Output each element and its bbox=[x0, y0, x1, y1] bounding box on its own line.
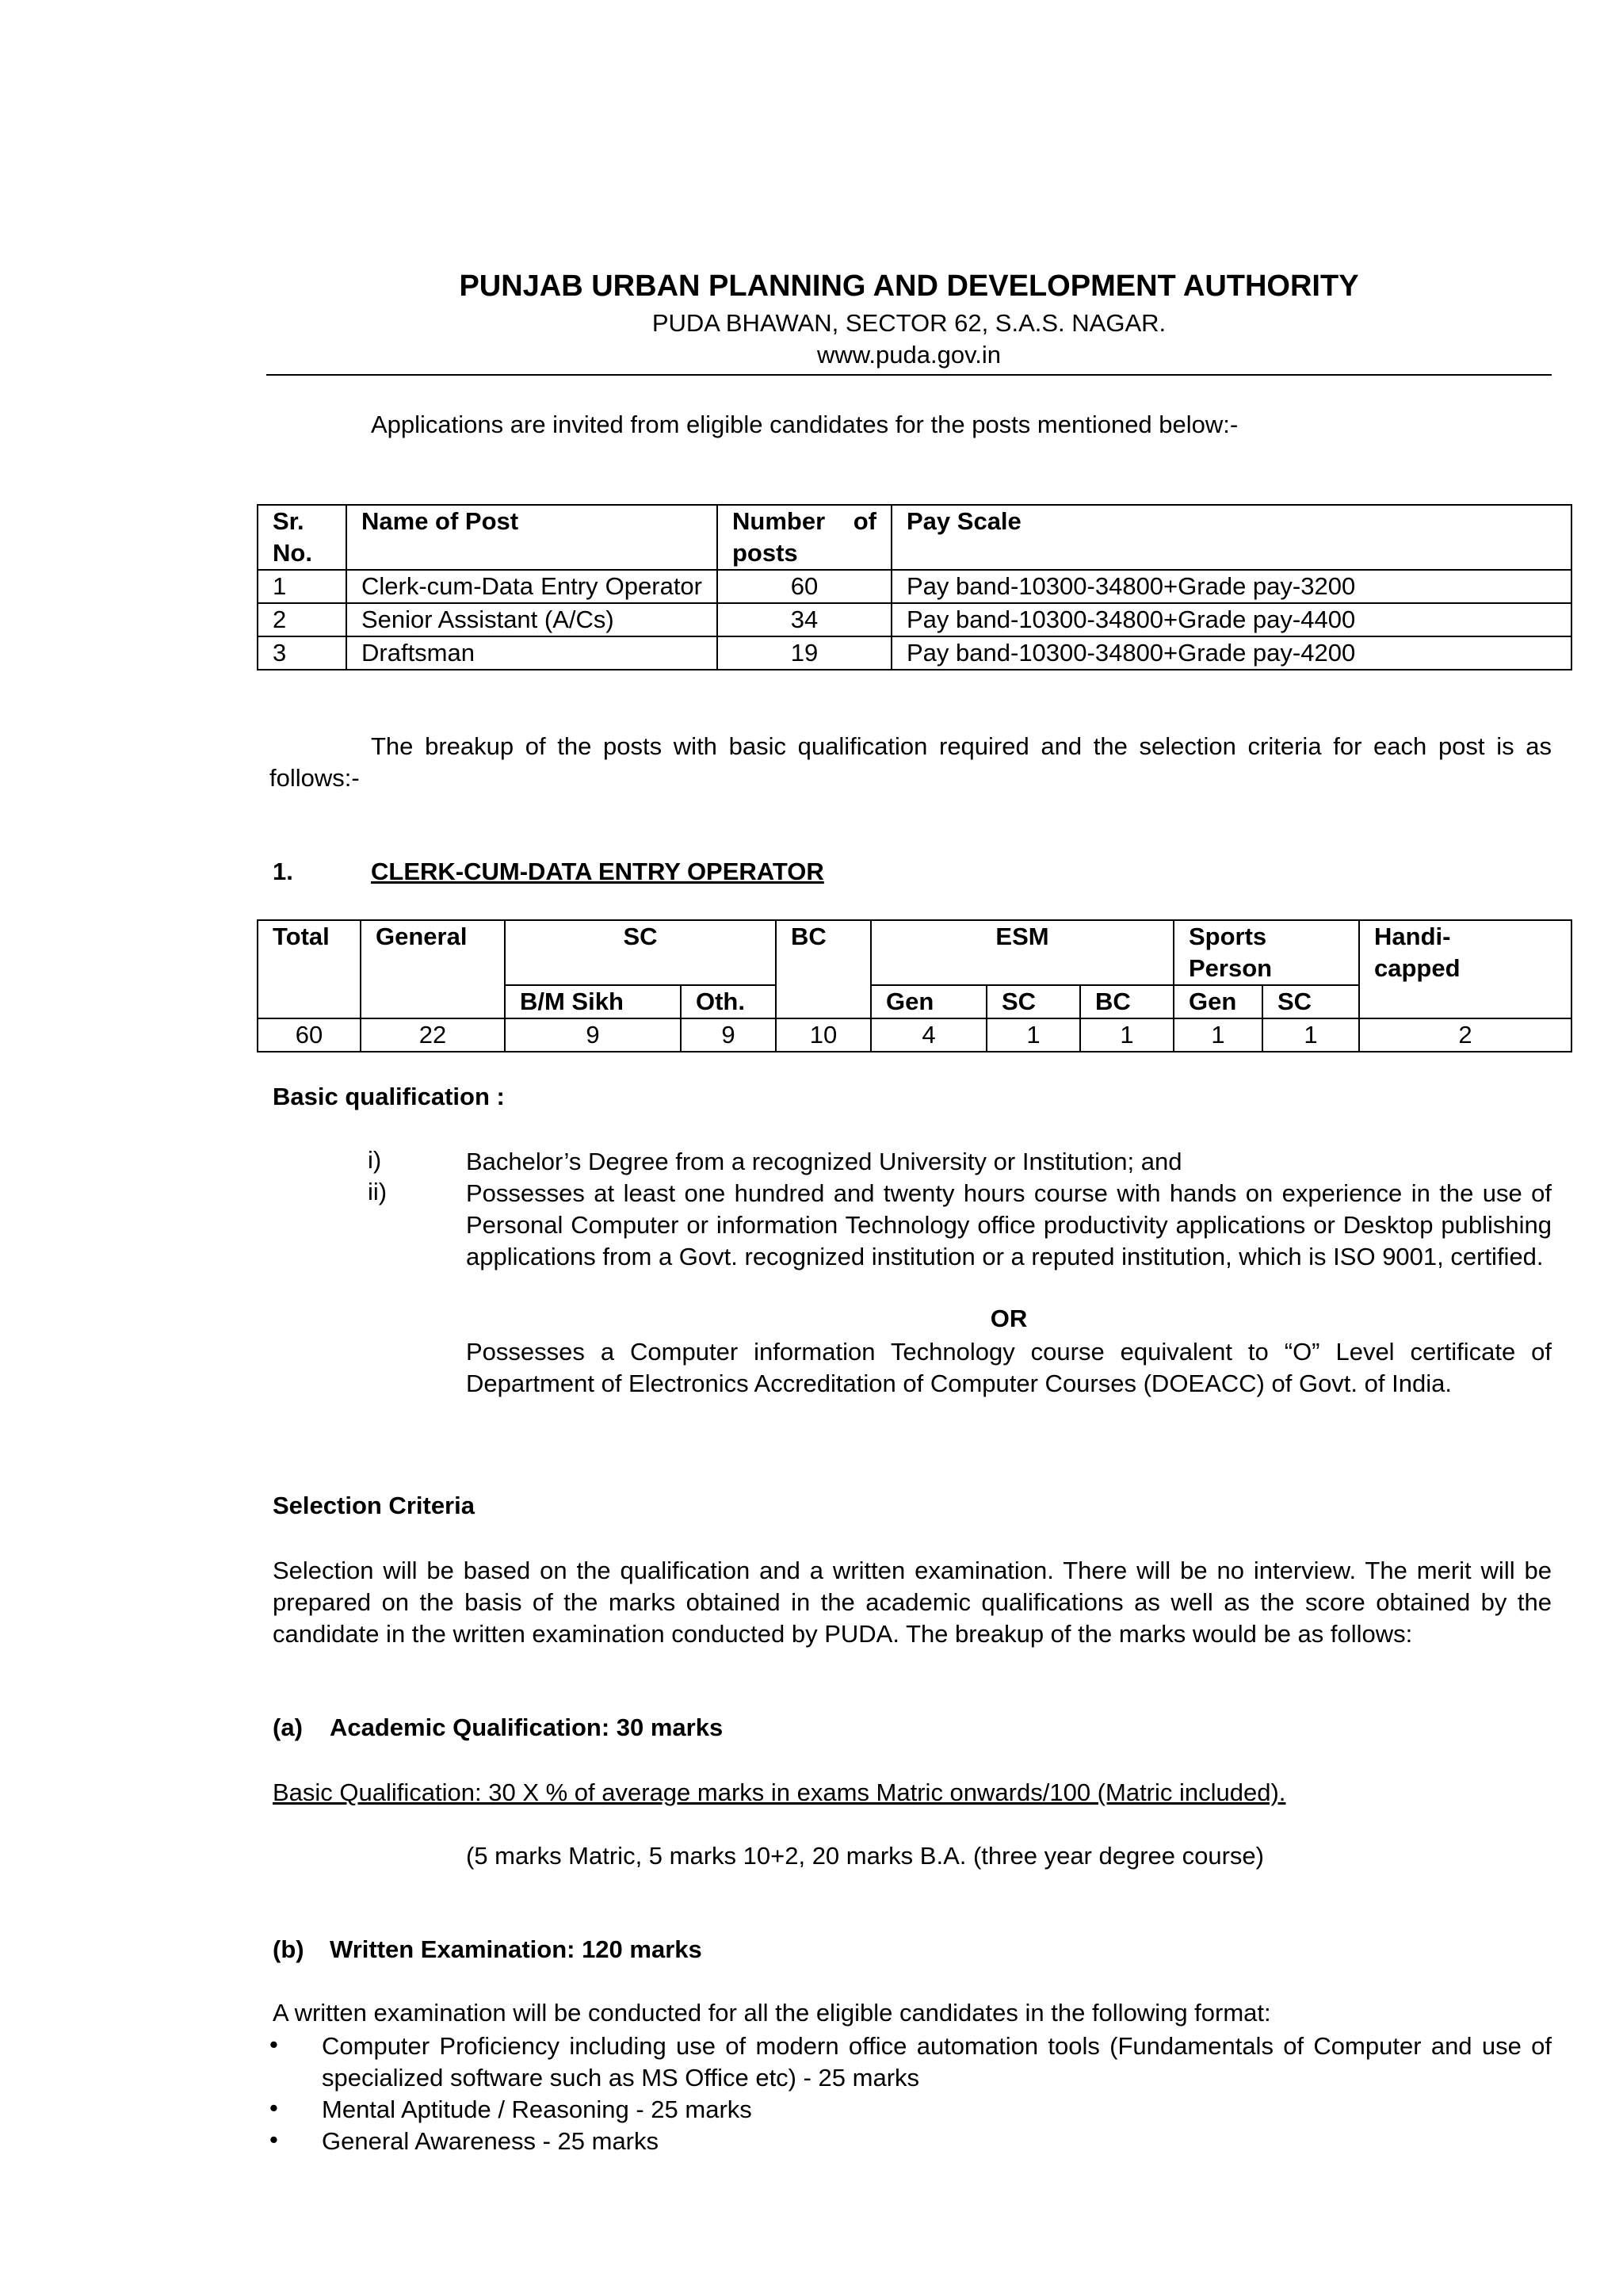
list-item: General Awareness - 25 marks bbox=[322, 2127, 659, 2155]
val-general: 22 bbox=[361, 1018, 505, 1052]
val-bm-sikh: 9 bbox=[505, 1018, 681, 1052]
bullet-icon: • bbox=[269, 2126, 278, 2153]
posts-table bbox=[257, 504, 1572, 670]
cell-sr: 3 bbox=[258, 636, 346, 670]
cell-sr: 2 bbox=[258, 603, 346, 636]
academic-formula: Basic Qualification: 30 X % of average marks in exams Matric onwards/100 (Matric included). bbox=[273, 1778, 1286, 1806]
qualification-marker-2: ii) bbox=[368, 1178, 388, 1205]
header-sr: Sr. No. bbox=[258, 505, 346, 570]
table-row bbox=[258, 603, 1571, 636]
sub-bm-sikh: B/M Sikh bbox=[505, 985, 681, 1018]
breakup-text: The breakup of the posts with basic qualification required and the selection criteria for each post is as follows:- bbox=[269, 732, 1552, 792]
cell-number: 19 bbox=[717, 636, 892, 670]
section-title: CLERK-CUM-DATA ENTRY OPERATOR bbox=[371, 858, 824, 885]
or-text: Possesses a Computer information Technology course equivalent to “O” Level certificate of Department of Electronics Accreditation of Computer Courses (DOEACC) of Govt. of India. bbox=[466, 1338, 1552, 1397]
selection-text: Selection will be based on the qualification and a written examination. There will be no interview. The merit will be prepared on the basis of the marks obtained in the academic qualifications as well as the score obtained by the candidate in the written examination conducted by PUDA. The breakup of the marks would be as follows: bbox=[273, 1557, 1552, 1648]
cell-name: Draftsman bbox=[346, 636, 717, 670]
posts-table-header bbox=[258, 505, 1571, 570]
cell-pay: Pay band-10300-34800+Grade pay-4400 bbox=[892, 603, 1571, 636]
sub-sp-gen: Gen bbox=[1174, 985, 1262, 1018]
header-handicapped: Handi-capped bbox=[1359, 920, 1571, 1018]
basic-qualification-heading: Basic qualification : bbox=[273, 1083, 505, 1110]
sub-sp-sc: SC bbox=[1262, 985, 1359, 1018]
header-number: Number of posts bbox=[717, 505, 892, 570]
val-sp-sc: 1 bbox=[1262, 1018, 1359, 1052]
written-heading: Written Examination: 120 marks bbox=[330, 1935, 702, 1963]
written-label: (b) bbox=[273, 1935, 304, 1963]
sub-esm-gen: Gen bbox=[871, 985, 987, 1018]
cell-pay: Pay band-10300-34800+Grade pay-3200 bbox=[892, 570, 1571, 603]
val-bc: 10 bbox=[776, 1018, 871, 1052]
header-total: Total bbox=[258, 920, 361, 1018]
cell-name: Clerk-cum-Data Entry Operator bbox=[346, 570, 717, 603]
qualification-1: Bachelor’s Degree from a recognized University or Institution; and bbox=[466, 1148, 1182, 1175]
header-sc: SC bbox=[505, 920, 776, 985]
header-name: Name of Post bbox=[346, 505, 717, 570]
qualification-2: Possesses at least one hundred and twenty hours course with hands on experience in the use of Personal Computer or information Technology office productivity applications or Desktop publishing applications from a Govt. recognized institution or a reputed institution, which is ISO 9001, certified. bbox=[466, 1179, 1552, 1270]
qualification-marker-1: i) bbox=[368, 1146, 382, 1174]
website: www.puda.gov.in bbox=[816, 341, 1002, 369]
val-oth: 9 bbox=[681, 1018, 776, 1052]
table-row bbox=[258, 1018, 1571, 1052]
page-title: PUNJAB URBAN PLANNING AND DEVELOPMENT AUTHORITY bbox=[459, 269, 1359, 303]
section-number: 1. bbox=[273, 858, 293, 885]
sub-esm-sc: SC bbox=[987, 985, 1080, 1018]
academic-breakdown: (5 marks Matric, 5 marks 10+2, 20 marks B.A. (three year degree course) bbox=[466, 1842, 1265, 1870]
cell-number: 60 bbox=[717, 570, 892, 603]
val-esm-sc: 1 bbox=[987, 1018, 1080, 1052]
header-sports: Sports Person bbox=[1174, 920, 1359, 985]
cell-sr: 1 bbox=[258, 570, 346, 603]
list-item: Mental Aptitude / Reasoning - 25 marks bbox=[322, 2095, 752, 2123]
header-pay: Pay Scale bbox=[892, 505, 1571, 570]
val-total: 60 bbox=[258, 1018, 361, 1052]
header-bc: BC bbox=[776, 920, 871, 1018]
val-esm-gen: 4 bbox=[871, 1018, 987, 1052]
header-esm: ESM bbox=[871, 920, 1174, 985]
bullet-icon: • bbox=[269, 2030, 278, 2058]
val-sp-gen: 1 bbox=[1174, 1018, 1262, 1052]
address: PUDA BHAWAN, SECTOR 62, S.A.S. NAGAR. bbox=[651, 309, 1167, 337]
academic-label: (a) bbox=[273, 1713, 303, 1741]
or-label: OR bbox=[990, 1305, 1028, 1332]
header-divider bbox=[266, 374, 1552, 376]
list-item: Computer Proficiency including use of modern office automation tools (Fundamentals of Computer and use of specialized software such as MS Office etc) - 25 marks bbox=[322, 2032, 1552, 2092]
cell-number: 34 bbox=[717, 603, 892, 636]
sub-oth: Oth. bbox=[681, 985, 776, 1018]
cell-name: Senior Assistant (A/Cs) bbox=[346, 603, 717, 636]
sub-esm-bc: BC bbox=[1080, 985, 1174, 1018]
category-table bbox=[257, 919, 1572, 1052]
val-handicapped: 2 bbox=[1359, 1018, 1571, 1052]
academic-heading: Academic Qualification: 30 marks bbox=[330, 1713, 724, 1741]
header-general: General bbox=[361, 920, 505, 1018]
bullet-icon: • bbox=[269, 2094, 278, 2122]
cell-pay: Pay band-10300-34800+Grade pay-4200 bbox=[892, 636, 1571, 670]
table-row bbox=[258, 636, 1571, 670]
intro-text: Applications are invited from eligible candidates for the posts mentioned below:- bbox=[371, 411, 1239, 438]
val-esm-bc: 1 bbox=[1080, 1018, 1174, 1052]
written-intro: A written examination will be conducted for all the eligible candidates in the following format: bbox=[273, 1999, 1271, 2027]
table-row bbox=[258, 570, 1571, 603]
selection-heading: Selection Criteria bbox=[273, 1492, 475, 1519]
category-header-row bbox=[258, 920, 1571, 985]
